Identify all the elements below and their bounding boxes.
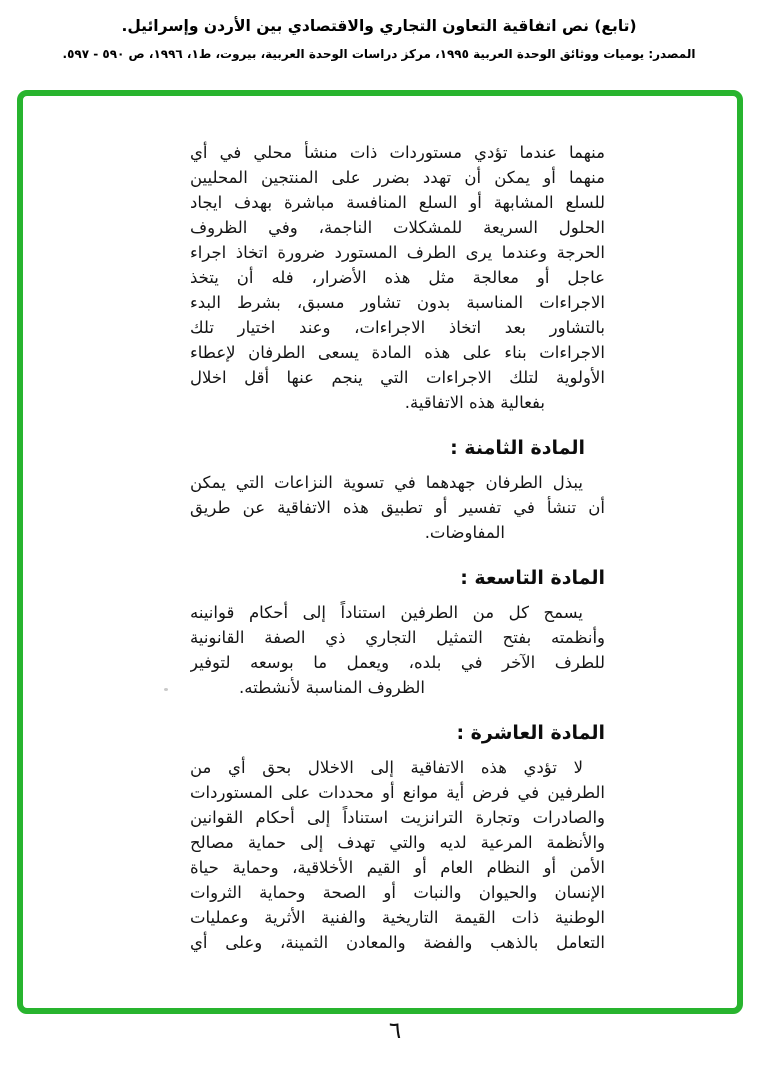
page-number: ٦	[388, 1018, 402, 1044]
text-line: يبذل الطرفان جهدهما في تسوية النزاعات التي يمكن	[190, 473, 583, 492]
text-line: والأنظمة المرعية لديه والتي تهدف إلى حماية مصالح	[190, 833, 605, 852]
text-line: الطرفين في فرض أية موانع أو محددات على المستوردات	[190, 783, 605, 802]
text-line: لا تؤدي هذه الاتفاقية إلى الاخلال بحق أي من	[190, 758, 583, 777]
text-line: الوطنية ذات القيمة التاريخية والفنية الأثرية وعمليات	[190, 908, 605, 927]
text-line: يسمح كل من الطرفين استناداً إلى أحكام قوانينه	[190, 603, 583, 622]
continuation-paragraph	[190, 140, 605, 415]
text-line: للسلع المشابهة أو السلع المنافسة مباشرة بهدف ايجاد	[190, 193, 605, 212]
article-ten-heading: المادة العاشرة :	[456, 722, 605, 744]
text-line: بالتشاور بعد اتخاذ الاجراءات، وعند اختيار تلك	[190, 318, 605, 337]
text-line: الأمن أو النظام العام أو القيم الأخلاقية، وحماية حياة	[190, 858, 605, 877]
text-line: الحرجة وعندما يرى الطرف المستورد ضرورة اتخاذ اجراء	[190, 243, 605, 262]
text-line: وأنظمته بفتح التمثيل التجاري ذي الصفة القانونية	[190, 628, 605, 647]
page-header	[0, 16, 758, 62]
source-citation: المصدر: يوميات ووثائق الوحدة العربية ١٩٩٥، مركز دراسات الوحدة العربية، بيروت، ط١، ١٩٩٦، ص ٥٩٠ - ٥٩٧.	[62, 47, 696, 61]
text-line: الأولوية لتلك الاجراءات التي ينجم عنها أقل اخلال	[190, 368, 605, 387]
article-eight-heading: المادة الثامنة :	[450, 437, 585, 459]
section-article-eight	[190, 435, 605, 545]
text-line: الظروف المناسبة لأنشطته.	[239, 678, 425, 697]
text-line: الاجراءات بناء على هذه المادة يسعى الطرفان لإعطاء	[190, 343, 605, 362]
section-article-ten	[190, 720, 605, 955]
article-eight-paragraph	[190, 470, 605, 545]
text-line: بفعالية هذه الاتفاقية.	[404, 393, 545, 412]
section-article-nine	[190, 565, 605, 700]
scan-artifact	[164, 688, 168, 691]
text-line: التعامل بالذهب والفضة والمعادن الثمينة، وعلى أي	[190, 933, 605, 952]
document-body	[190, 140, 605, 955]
article-nine-paragraph	[190, 600, 605, 700]
article-ten-paragraph	[190, 755, 605, 955]
article-nine-heading: المادة التاسعة :	[460, 567, 605, 589]
text-line: للطرف الآخر في بلده، ويعمل ما بوسعه لتوفير	[190, 653, 605, 672]
text-line: عاجل أو معالجة مثل هذه الأضرار، فله أن يتخذ	[190, 268, 605, 287]
text-line: أن تنشأ في تفسير أو تطبيق هذه الاتفاقية عن طريق	[190, 498, 605, 517]
text-line: الحلول السريعة للمشكلات الناجمة، وفي الظروف	[190, 218, 605, 237]
text-line: الاجراءات المناسبة بدون تشاور مسبق، بشرط البدء	[190, 293, 605, 312]
text-line: الإنسان والحيوان والنبات أو الصحة وحماية الثروات	[190, 883, 605, 902]
text-line: منهما عندما تؤدي مستوردات ذات منشأ محلي في أي	[190, 143, 605, 162]
text-line: منهما أو يمكن أن تهدد بضرر على المنتجين المحليين	[190, 168, 605, 187]
text-line: والصادرات وتجارة الترانزيت استناداً إلى أحكام القوانين	[190, 808, 605, 827]
document-title: (تابع) نص اتفاقية التعاون التجاري والاقتصادي بين الأردن وإسرائيل.	[121, 17, 637, 35]
text-line: المفاوضات.	[424, 523, 505, 542]
